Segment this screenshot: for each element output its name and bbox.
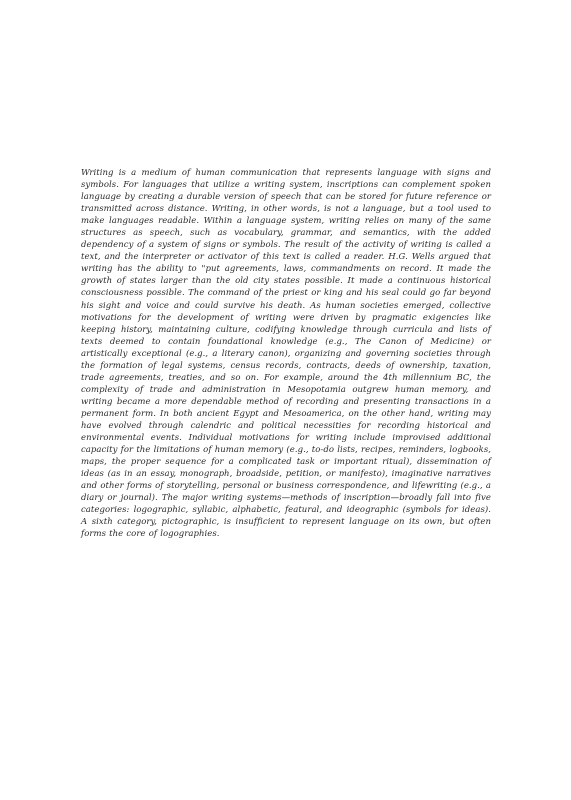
body-paragraph: Writing is a medium of human communication that represents language with signs and symbols. For languages that utilize a writing system, inscriptions can complement spoken language by creating a durable version of speech that can be stored for future reference or transmitted across distance. Writing, in other words, is not a language, but a tool used to make languages readable. Within a language system, writing relies on many of the same structures as speech, such as vocabulary, grammar, and semantics, with the added dependency of a system of signs or symbols. The result of the activity of writing is called a text, and the interpreter or activator of this text is called a reader. H.G. Wells argued that writing has the ability to "put agreements, laws, commandments on record. It made the growth of states larger than the old city states possible. It made a continuous historical consciousness possible. The command of the priest or king and his seal could go far beyond his sight and voice and could survive his death. As human societies emerged, collective motivations for the development of writing were driven by pragmatic exigencies like keeping history, maintaining culture, codifying knowledge through curricula and lists of texts deemed to contain foundational knowledge (e.g., The Canon of Medicine) or artistically exceptional (e.g., a literary canon), organizing and governing societies through the formation of legal systems, census records, contracts, deeds of ownership, taxation, trade agreements, treaties, and so on. For example, around the 4th millennium BC, the complexity of trade and administration in Mesopotamia outgrew human memory, and writing became a more dependable method of recording and presenting transactions in a permanent form. In both ancient Egypt and Mesoamerica, on the other hand, writing may have evolved through calendric and political necessities for recording historical and environmental events. Individual motivations for writing include improvised additional capacity for the limitations of human memory (e.g., to-do lists, recipes, reminders, logbooks, maps, the proper sequence for a complicated task or important ritual), dissemination of ideas (as in an essay, monograph, broadside, petition, or manifesto), imaginative narratives and other forms of storytelling, personal or business correspondence, and lifewriting (e.g., a diary or journal). The major writing systems—methods of inscription—broadly fall into five categories: logographic, syllabic, alphabetic, featural, and ideographic (symbols for ideas). A sixth category, pictographic, is insufficient to represent language on its own, but often forms the core of logographies. [81,168,491,540]
